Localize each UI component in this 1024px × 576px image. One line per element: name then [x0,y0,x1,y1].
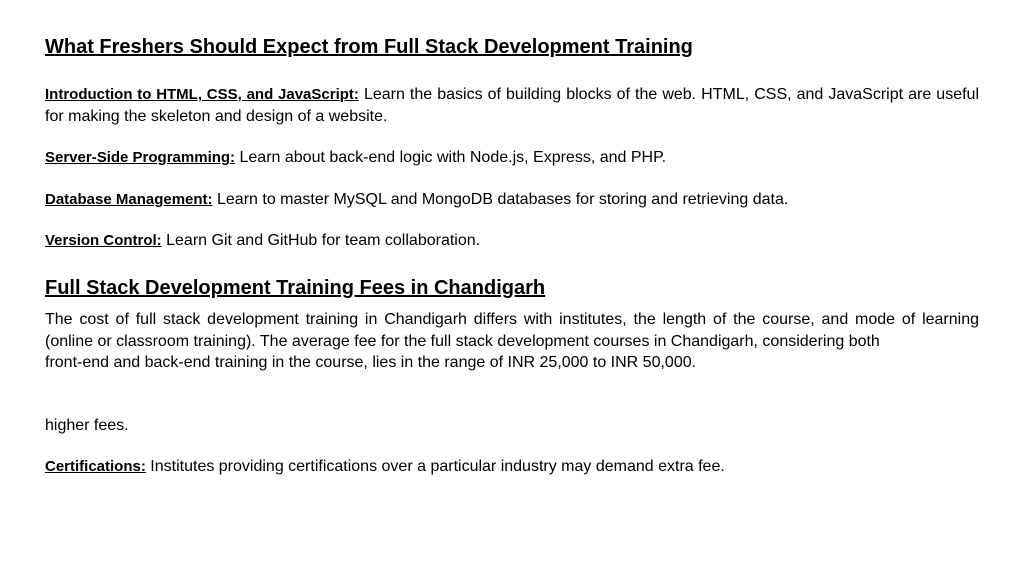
item-text: Learn the basics of building blocks of the web. HTML, CSS, and JavaScript are useful for making the skeleton and design of a website. [45,86,979,125]
section-heading-expectations: What Freshers Should Expect from Full Stack Development Training [45,36,693,58]
section-heading-fees: Full Stack Development Training Fees in Chandigarh [45,277,546,299]
item-server-side [45,147,979,169]
item-term: Introduction to HTML, CSS, and JavaScript: [45,86,359,103]
fees-text-1: The cost of full stack development training in Chandigarh differs with institutes, the length of the course, and mode of learning (online or classroom training). The average fee for the full stack development courses in Chandigarh, considering both [45,311,979,350]
higher-fees-text: higher fees. [45,417,129,434]
item-certifications [45,456,979,478]
fees-text-2: front-end and back-end training in the course, lies in the range of INR 25,000 to INR 50,000. [45,354,697,371]
item-term: Version Control: [45,232,162,249]
item-html-css-js [45,84,979,127]
item-term: Database Management: [45,191,213,208]
item-database [45,189,979,211]
item-text: Learn to master MySQL and MongoDB databases for storing and retrieving data. [212,191,789,208]
item-text: Learn Git and GitHub for team collaboration. [161,232,481,249]
item-term: Certifications: [45,458,146,475]
item-text: Institutes providing certifications over a particular industry may demand extra fee. [145,458,725,475]
slide [45,0,979,576]
fees-paragraph [45,309,979,374]
item-text: Learn about back-end logic with Node.js, Express, and PHP. [235,149,667,166]
item-version-control [45,230,979,252]
item-term: Server-Side Programming: [45,149,236,166]
